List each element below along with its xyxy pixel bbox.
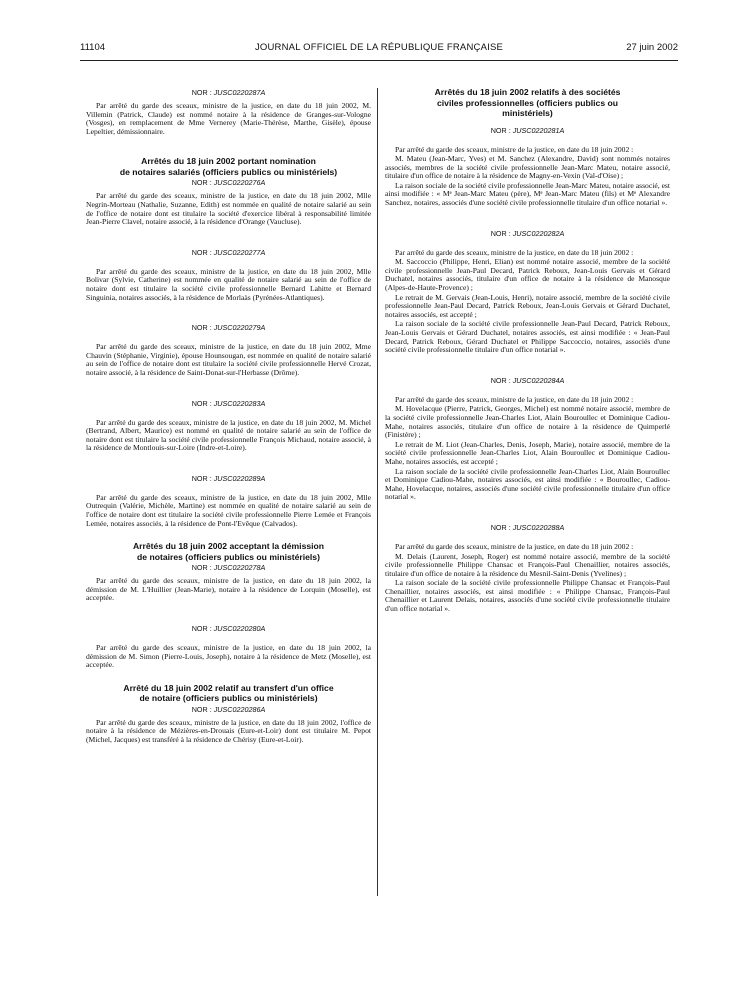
decree-paragraph: La raison sociale de la société civile professionnelle Jean-Charles Liot, Alain Bouroullec et Dominique Cadiou-Mahe, notaires associés, est ainsi modifiée : « Bouroullec, Cadiou-Mahe, Hovelacque, notaires, associés d'une société civile professionnelle titulaire d'un office notarial ». (385, 466, 670, 502)
decree-paragraph: Par arrêté du garde des sceaux, ministre de la justice, en date du 18 juin 2002 : (395, 144, 634, 154)
section-heading: Arrêtés du 18 juin 2002 relatifs à des sociétés (434, 87, 621, 97)
decree-paragraph: M. Mateu (Jean-Marc, Yves) et M. Sanchez (Alexandre, David) sont nommés notaires associés, membres de la société civile professionnelle Jean-Marc Mateu, notaire associé, titulaire d'un office de notaire à la résidence de Magny-en-Vexin (Val-d'Oise) ; (385, 154, 670, 181)
nor-reference: NOR : JUSC0220287A (191, 88, 266, 97)
decree-paragraph: Par arrêté du garde des sceaux, ministre de la justice, en date du 18 juin 2002, M. Villemin (Patrick, Claude) est nommé notaire à la résidence de Granges-sur-Vologne (Vosges), en remplacement de Mme Vernerey (Marie-Thérèse, Marthe, Gisèle), épouse Lepeltier, démissionnaire. (86, 101, 371, 136)
right-column (385, 88, 670, 615)
nor-reference: NOR : JUSC0220280A (191, 624, 266, 634)
column-divider (377, 88, 378, 896)
decree-paragraph: Par arrêté du garde des sceaux, ministre de la justice, en date du 18 juin 2002, Mlle Bolivar (Sylvie, Catherine) est nommée en qualité de notaire salarié au sein de l'office de notaire dont est titulaire la société civile professionnelle Bernard Lahitte et Bernard Singuinia, notaires associés, à la résidence de Morlaàs (Pyrénées-Atlantiques). (86, 266, 371, 302)
nor-reference: NOR : JUSC0220283A (191, 398, 266, 408)
section-heading: civiles professionnelles (officiers publics ou (437, 97, 618, 108)
decree-paragraph: Par arrêté du garde des sceaux, ministre de la justice, en date du 18 juin 2002, M. Michel (Bertrand, Albert, Maurice) est nommé en qualité de notaire salarié au sein de l'office de notaire dont est titulaire la société civile professionnelle François Michaud, notaire associé, à la résidence de Montlouis-sur-Loire (Indre-et-Loire). (86, 417, 371, 453)
decree-paragraph: M. Saccoccio (Philippe, Henri, Elian) est nommé notaire associé, membre de la société civile professionnelle Jean-Paul Decard, Patrick Reboux, Jean-Louis Gervais et Gérard Duchatel, notaires associés, titulaire d'un office de notaire à la résidence de Manosque (Alpes-de-Haute-Provence) ; (385, 257, 670, 293)
decree-paragraph: M. Delais (Laurent, Joseph, Roger) est nommé notaire associé, membre de la société civile professionnelle Philippe Chansac et François-Paul Chenaillier, notaires associés, titulaire d'un office de notaire à la résidence du Mesnil-Saint-Denis (Yvelines) ; (385, 551, 670, 578)
section-heading: de notaire (officiers publics ou ministériels) (139, 693, 318, 704)
nor-reference: NOR : JUSC0220276A (191, 178, 266, 188)
left-column (86, 88, 371, 746)
decree-paragraph: Par arrêté du garde des sceaux, ministre de la justice, en date du 18 juin 2002 : (395, 247, 634, 257)
page-header (80, 41, 678, 55)
header-rule (80, 60, 678, 61)
journal-title: JOURNAL OFFICIEL DE LA RÉPUBLIQUE FRANÇAISE (254, 42, 504, 53)
section-heading: de notaires (officiers publics ou ministériels) (137, 551, 320, 562)
decree-paragraph: Par arrêté du garde des sceaux, ministre de la justice, en date du 18 juin 2002, Mlle Outrequin (Valérie, Michèle, Martine) est nommée en qualité de notaire salarié au sein de l'office de notaire dont est titulaire la société civile professionnelle Pierre Lemée et François Lemée, notaires associés, à la résidence de Pont-l'Evêque (Calvados). (86, 492, 371, 528)
nor-reference: NOR : JUSC0220288A (490, 522, 565, 532)
decree-paragraph: Par arrêté du garde des sceaux, ministre de la justice, en date du 18 juin 2002 : (395, 541, 634, 551)
nor-reference: NOR : JUSC0220284A (490, 375, 565, 385)
decree-paragraph: Par arrêté du garde des sceaux, ministre de la justice, en date du 18 juin 2002 : (395, 394, 634, 404)
decree-paragraph: Par arrêté du garde des sceaux, ministre de la justice, en date du 18 juin 2002, la démission de M. Simon (Pierre-Louis, Joseph), notaire à la résidence de Metz (Moselle), est acceptée. (86, 643, 371, 670)
nor-reference: NOR : JUSC0220278A (191, 563, 266, 573)
decree-paragraph: M. Hovelacque (Pierre, Patrick, Georges, Michel) est nommé notaire associé, membre de la société civile professionnelle Jean-Charles Liot, Alain Bouroullec et Dominique Cadiou-Mahe, notaires associés, titulaire d'un office de notaire à la résidence de Quimperlé (Finistère) ; (385, 404, 670, 440)
decree-paragraph: La raison sociale de la société civile professionnelle Jean-Paul Decard, Patrick Reboux, Jean-Louis Gervais et Gérard Duchatel, notaires associés, est ainsi modifiée : « Jean-Paul Decard, Patrick Reboux, Gérard Duchatel et Philippe Saccoccio, notaires, associés d'une société civile professionnelle titulaire d'un office notarial ». (385, 319, 670, 355)
publication-date: 27 juin 2002 (626, 42, 678, 53)
nor-reference: NOR : JUSC0220289A (191, 473, 266, 483)
page-number: 11104 (80, 42, 106, 53)
decree-paragraph: Par arrêté du garde des sceaux, ministre de la justice, en date du 18 juin 2002, l'office de notaire à la résidence de Mézières-en-Drouais (Eure-et-Loir) dont est titulaire M. Pepot (Michel, Jacques) est transféré à la résidence de Chérisy (Eure-et-Loir). (86, 717, 371, 744)
section-heading: Arrêtés du 18 juin 2002 portant nomination (141, 156, 316, 167)
decree-paragraph: Le retrait de M. Liot (Jean-Charles, Denis, Joseph, Marie), notaire associé, membre de la société civile professionnelle Jean-Charles Liot, Alain Bouroullec et Dominique Cadiou-Mahe, notaires associés, est accepté ; (385, 439, 670, 466)
decree-paragraph: Par arrêté du garde des sceaux, ministre de la justice, en date du 18 juin 2002, Mlle Negrin-Morteau (Nathalie, Suzanne, Edith) est nommée en qualité de notaire salarié au sein de l'office de notaire dont est titulaire la société d'exercice libéral à responsabilité limitée Jean-Pierre Clavel, notaire associé, à la résidence d'Orange (Vaucluse). (86, 191, 371, 227)
section-heading: Arrêté du 18 juin 2002 relatif au transfert d'un office (123, 682, 334, 693)
section-heading: ministériels) (502, 108, 553, 118)
decree-paragraph: La raison sociale de la société civile professionnelle Philippe Chansac et François-Paul Chenaillier, notaires associés, est ainsi modifiée : « Philippe Chansac, François-Paul Chenaillier et Laurent Delais, notaires, associés d'une société civile professionnelle titulaire d'un office notarial ». (385, 578, 670, 614)
section-heading: Arrêtés du 18 juin 2002 acceptant la démission (132, 541, 325, 552)
nor-reference: NOR : JUSC0220281A (490, 125, 565, 135)
nor-reference: NOR : JUSC0220282A (490, 228, 565, 238)
nor-reference: NOR : JUSC0220277A (191, 247, 266, 257)
nor-reference: NOR : JUSC0220286A (191, 704, 266, 714)
decree-paragraph: La raison sociale de la société civile professionnelle Jean-Marc Mateu, notaire associé, est ainsi modifiée : « Mᵉ Jean-Marc Mateu (père), Mᵉ Jean-Marc Mateu (fils) et Mᵉ Alexandre Sanchez, notaires, associés d'une société civile professionnelle titulaire d'un office notarial ». (385, 180, 670, 208)
decree-paragraph: Le retrait de M. Gervais (Jean-Louis, Henri), notaire associé, membre de la société civile professionnelle Jean-Paul Decard, Patrick Reboux, Jean-Louis Gervais et Gérard Duchatel, notaires associés, est accepté ; (385, 292, 670, 319)
decree-paragraph: Par arrêté du garde des sceaux, ministre de la justice, en date du 18 juin 2002, Mme Chauvin (Stéphanie, Virginie), épouse Hounsougan, est nommée en qualité de notaire salarié au sein de l'office de notaire dont est titulaire la société civile professionnelle Hervé Crozat, notaire associé, à la résidence de Saint-Donat-sur-l'Herbasse (Drôme). (86, 342, 371, 377)
nor-reference: NOR : JUSC0220279A (191, 323, 266, 333)
decree-paragraph: Par arrêté du garde des sceaux, ministre de la justice, en date du 18 juin 2002, la démission de M. L'Huillier (Jean-Marie), notaire à la résidence de Lorquin (Moselle), est acceptée. (86, 576, 371, 603)
section-heading: de notaires salariés (officiers publics ou ministériels) (119, 166, 338, 177)
